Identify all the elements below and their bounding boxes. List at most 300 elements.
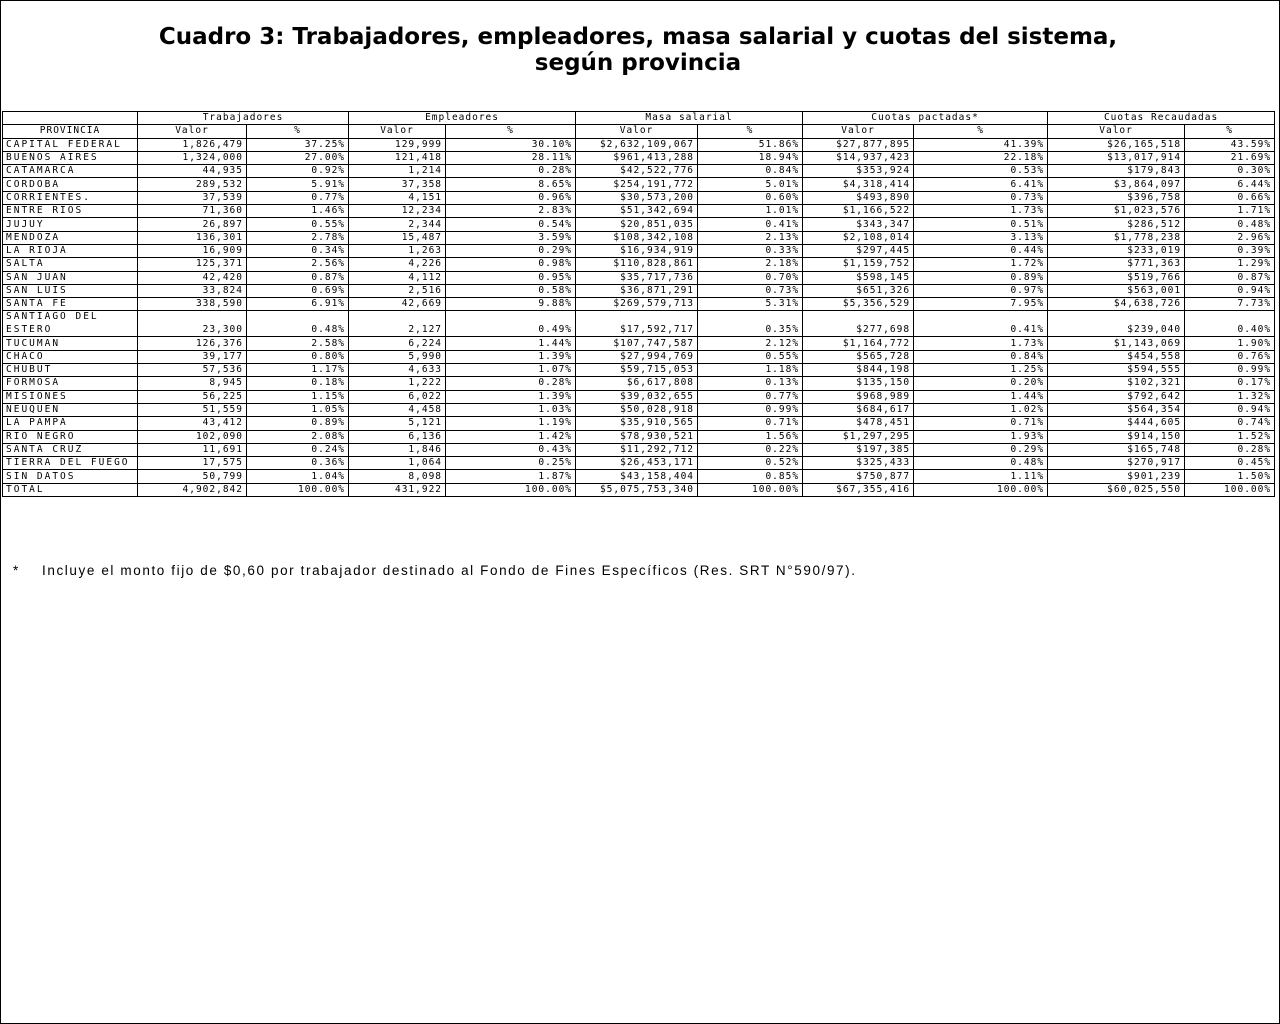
pct-cell: 18.94% xyxy=(698,151,803,164)
table-row xyxy=(3,443,1275,456)
title-line-1: Cuadro 3: Trabajadores, empleadores, masa salarial y cuotas del sistema, xyxy=(158,24,1118,50)
table-row xyxy=(3,191,1275,204)
pct-cell: 0.99% xyxy=(698,403,803,416)
value-cell: 6,224 xyxy=(349,337,446,350)
value-cell: $254,191,772 xyxy=(576,178,698,191)
pct-cell: 0.94% xyxy=(1185,284,1275,297)
value-cell: $771,363 xyxy=(1048,258,1185,271)
value-cell: $286,512 xyxy=(1048,218,1185,231)
pct-cell: 0.22% xyxy=(698,443,803,456)
value-cell: 16,909 xyxy=(138,244,247,257)
table-row xyxy=(3,470,1275,483)
pct-cell: 1.39% xyxy=(446,350,576,363)
value-cell: $1,023,576 xyxy=(1048,205,1185,218)
pct-cell: 0.76% xyxy=(1185,350,1275,363)
value-cell: 2,344 xyxy=(349,218,446,231)
pct-header: % xyxy=(914,125,1048,138)
province-cell: ENTRE RIOS xyxy=(3,205,138,218)
pct-cell: 1.04% xyxy=(247,470,349,483)
value-cell: 125,371 xyxy=(138,258,247,271)
table-row xyxy=(3,430,1275,443)
value-cell: $914,150 xyxy=(1048,430,1185,443)
pct-cell: 1.18% xyxy=(698,364,803,377)
value-cell: $565,728 xyxy=(803,350,914,363)
pct-cell: 3.13% xyxy=(914,231,1048,244)
footnote-text: Incluye el monto fijo de $0,60 por trabajador destinado al Fondo de Fines Específicos (Res. SRT N°590/97). xyxy=(42,563,857,578)
table-row xyxy=(3,298,1275,311)
group-header-masa-salarial: Masa salarial xyxy=(576,112,803,125)
pct-cell: 100.00% xyxy=(1185,483,1275,496)
province-cell: BUENOS AIRES xyxy=(3,151,138,164)
pct-cell: 21.69% xyxy=(1185,151,1275,164)
value-cell: 4,226 xyxy=(349,258,446,271)
value-cell: $110,828,861 xyxy=(576,258,698,271)
group-header-cuotas-pactadas: Cuotas pactadas* xyxy=(803,112,1048,125)
value-cell: $594,555 xyxy=(1048,364,1185,377)
pct-cell: 43.59% xyxy=(1185,138,1275,151)
pct-cell: 22.18% xyxy=(914,151,1048,164)
province-cell: CHUBUT xyxy=(3,364,138,377)
pct-cell: 0.30% xyxy=(1185,165,1275,178)
value-cell: $36,871,291 xyxy=(576,284,698,297)
value-cell: $26,453,171 xyxy=(576,457,698,470)
pct-cell: 0.54% xyxy=(446,218,576,231)
pct-cell: 100.00% xyxy=(698,483,803,496)
pct-cell: 1.05% xyxy=(247,403,349,416)
value-cell: 71,360 xyxy=(138,205,247,218)
value-cell: $20,851,035 xyxy=(576,218,698,231)
value-cell: $4,638,726 xyxy=(1048,298,1185,311)
pct-cell: 1.11% xyxy=(914,470,1048,483)
value-cell: 39,177 xyxy=(138,350,247,363)
province-cell: CORDOBA xyxy=(3,178,138,191)
value-cell: 37,539 xyxy=(138,191,247,204)
value-cell: $4,318,414 xyxy=(803,178,914,191)
value-cell: 43,412 xyxy=(138,417,247,430)
value-cell: $901,239 xyxy=(1048,470,1185,483)
value-cell: $792,642 xyxy=(1048,390,1185,403)
pct-cell: 0.94% xyxy=(1185,403,1275,416)
pct-cell: 0.97% xyxy=(914,284,1048,297)
table-row xyxy=(3,377,1275,390)
value-cell: $519,766 xyxy=(1048,271,1185,284)
pct-cell: 0.89% xyxy=(247,417,349,430)
pct-cell: 0.73% xyxy=(914,191,1048,204)
pct-cell: 1.29% xyxy=(1185,258,1275,271)
pct-cell: 1.73% xyxy=(914,205,1048,218)
table-row xyxy=(3,165,1275,178)
province-cell: NEUQUEN xyxy=(3,403,138,416)
province-cell: SAN JUAN xyxy=(3,271,138,284)
pct-cell: 0.20% xyxy=(914,377,1048,390)
value-cell: $750,877 xyxy=(803,470,914,483)
value-header: Valor xyxy=(576,125,698,138)
pct-cell: 2.12% xyxy=(698,337,803,350)
pct-header: % xyxy=(1185,125,1275,138)
table-row xyxy=(3,178,1275,191)
value-cell: $844,198 xyxy=(803,364,914,377)
pct-cell: 1.90% xyxy=(1185,337,1275,350)
pct-cell: 0.43% xyxy=(446,443,576,456)
value-cell: $27,994,769 xyxy=(576,350,698,363)
pct-cell: 1.39% xyxy=(446,390,576,403)
value-cell: $59,715,053 xyxy=(576,364,698,377)
pct-cell: 0.70% xyxy=(698,271,803,284)
province-cell: MENDOZA xyxy=(3,231,138,244)
value-cell: $197,385 xyxy=(803,443,914,456)
group-header-empleadores: Empleadores xyxy=(349,112,576,125)
pct-cell: 0.92% xyxy=(247,165,349,178)
value-cell: $108,342,108 xyxy=(576,231,698,244)
pct-cell: 2.96% xyxy=(1185,231,1275,244)
pct-cell: 0.96% xyxy=(446,191,576,204)
pct-cell: 0.66% xyxy=(1185,191,1275,204)
pct-cell: 0.55% xyxy=(698,350,803,363)
value-cell: 2,127 xyxy=(349,311,446,337)
province-cell: CATAMARCA xyxy=(3,165,138,178)
value-cell: 33,824 xyxy=(138,284,247,297)
value-cell: $35,910,565 xyxy=(576,417,698,430)
value-cell: 338,590 xyxy=(138,298,247,311)
pct-cell: 0.45% xyxy=(1185,457,1275,470)
pct-cell: 0.85% xyxy=(698,470,803,483)
table-row xyxy=(3,258,1275,271)
value-cell: $6,617,808 xyxy=(576,377,698,390)
pct-cell: 0.53% xyxy=(914,165,1048,178)
column-header-row xyxy=(3,125,1275,138)
pct-cell: 7.95% xyxy=(914,298,1048,311)
pct-cell: 0.44% xyxy=(914,244,1048,257)
value-header: Valor xyxy=(803,125,914,138)
value-header: Valor xyxy=(138,125,247,138)
value-cell: $43,158,404 xyxy=(576,470,698,483)
value-cell: $30,573,200 xyxy=(576,191,698,204)
pct-cell: 0.17% xyxy=(1185,377,1275,390)
value-cell: 289,532 xyxy=(138,178,247,191)
pct-cell: 0.99% xyxy=(1185,364,1275,377)
pct-cell: 1.07% xyxy=(446,364,576,377)
province-cell: SANTIAGO DEL ESTERO xyxy=(3,311,138,337)
value-cell: 50,799 xyxy=(138,470,247,483)
value-cell: 4,112 xyxy=(349,271,446,284)
value-cell: $107,747,587 xyxy=(576,337,698,350)
value-cell: $270,917 xyxy=(1048,457,1185,470)
province-cell: MISIONES xyxy=(3,390,138,403)
value-cell: 42,420 xyxy=(138,271,247,284)
pct-cell: 0.24% xyxy=(247,443,349,456)
pct-cell: 0.51% xyxy=(914,218,1048,231)
value-cell: 6,136 xyxy=(349,430,446,443)
pct-cell: 0.69% xyxy=(247,284,349,297)
pct-cell: 0.36% xyxy=(247,457,349,470)
pct-cell: 0.35% xyxy=(698,311,803,337)
value-cell: $651,326 xyxy=(803,284,914,297)
pct-cell: 1.02% xyxy=(914,403,1048,416)
pct-cell: 0.52% xyxy=(698,457,803,470)
pct-cell: 0.84% xyxy=(914,350,1048,363)
pct-cell: 0.87% xyxy=(1185,271,1275,284)
pct-cell: 5.31% xyxy=(698,298,803,311)
pct-cell: 0.77% xyxy=(698,390,803,403)
value-cell: 121,418 xyxy=(349,151,446,164)
value-cell: 126,376 xyxy=(138,337,247,350)
table-row xyxy=(3,231,1275,244)
pct-cell: 2.18% xyxy=(698,258,803,271)
pct-cell: 41.39% xyxy=(914,138,1048,151)
pct-cell: 9.88% xyxy=(446,298,576,311)
footnote-mark: * xyxy=(13,563,20,578)
value-cell: $5,075,753,340 xyxy=(576,483,698,496)
province-cell: TIERRA DEL FUEGO xyxy=(3,457,138,470)
table-row xyxy=(3,218,1275,231)
value-cell: 1,064 xyxy=(349,457,446,470)
pct-cell: 2.78% xyxy=(247,231,349,244)
pct-cell: 0.77% xyxy=(247,191,349,204)
table-row xyxy=(3,417,1275,430)
value-cell: $478,451 xyxy=(803,417,914,430)
value-cell: $353,924 xyxy=(803,165,914,178)
value-cell: 37,358 xyxy=(349,178,446,191)
pct-cell: 100.00% xyxy=(914,483,1048,496)
value-cell: $14,937,423 xyxy=(803,151,914,164)
value-cell: 1,263 xyxy=(349,244,446,257)
value-cell: 4,458 xyxy=(349,403,446,416)
pct-cell: 2.13% xyxy=(698,231,803,244)
table-row xyxy=(3,364,1275,377)
pct-cell: 0.48% xyxy=(914,457,1048,470)
pct-cell: 0.40% xyxy=(1185,311,1275,337)
province-cell: TUCUMAN xyxy=(3,337,138,350)
province-cell: SAN LUIS xyxy=(3,284,138,297)
province-cell: FORMOSA xyxy=(3,377,138,390)
pct-cell: 0.60% xyxy=(698,191,803,204)
pct-cell: 0.55% xyxy=(247,218,349,231)
data-table xyxy=(2,111,1275,497)
pct-cell: 0.73% xyxy=(698,284,803,297)
pct-cell: 1.44% xyxy=(914,390,1048,403)
pct-cell: 1.46% xyxy=(247,205,349,218)
pct-cell: 2.58% xyxy=(247,337,349,350)
group-header-cuotas-recaudadas: Cuotas Recaudadas xyxy=(1048,112,1275,125)
table-row xyxy=(3,390,1275,403)
value-cell: 1,214 xyxy=(349,165,446,178)
value-header: Valor xyxy=(349,125,446,138)
value-cell: $17,592,717 xyxy=(576,311,698,337)
total-row xyxy=(3,483,1275,496)
footnote xyxy=(13,563,857,578)
value-cell: $165,748 xyxy=(1048,443,1185,456)
value-cell: 1,826,479 xyxy=(138,138,247,151)
value-cell: $1,143,069 xyxy=(1048,337,1185,350)
value-cell: $277,698 xyxy=(803,311,914,337)
value-cell: $50,028,918 xyxy=(576,403,698,416)
pct-cell: 30.10% xyxy=(446,138,576,151)
pct-cell: 0.18% xyxy=(247,377,349,390)
value-cell: 51,559 xyxy=(138,403,247,416)
table-row xyxy=(3,403,1275,416)
pct-cell: 0.29% xyxy=(446,244,576,257)
value-cell: 11,691 xyxy=(138,443,247,456)
pct-header: % xyxy=(698,125,803,138)
value-cell: 6,022 xyxy=(349,390,446,403)
table-row xyxy=(3,271,1275,284)
pct-cell: 1.25% xyxy=(914,364,1048,377)
value-cell: $3,864,097 xyxy=(1048,178,1185,191)
value-cell: $684,617 xyxy=(803,403,914,416)
pct-cell: 0.49% xyxy=(446,311,576,337)
pct-cell: 0.89% xyxy=(914,271,1048,284)
value-cell: $454,558 xyxy=(1048,350,1185,363)
value-cell: $233,019 xyxy=(1048,244,1185,257)
value-cell: $493,890 xyxy=(803,191,914,204)
province-cell: SANTA FE xyxy=(3,298,138,311)
value-cell: 56,225 xyxy=(138,390,247,403)
table-row xyxy=(3,151,1275,164)
pct-cell: 0.34% xyxy=(247,244,349,257)
value-cell: $42,522,776 xyxy=(576,165,698,178)
pct-cell: 0.41% xyxy=(914,311,1048,337)
value-cell: $961,413,288 xyxy=(576,151,698,164)
province-cell: CAPITAL FEDERAL xyxy=(3,138,138,151)
value-cell: 15,487 xyxy=(349,231,446,244)
province-cell: CORRIENTES. xyxy=(3,191,138,204)
value-cell: 1,324,000 xyxy=(138,151,247,164)
province-cell: RIO NEGRO xyxy=(3,430,138,443)
value-cell: $135,150 xyxy=(803,377,914,390)
value-cell: $968,989 xyxy=(803,390,914,403)
value-cell: $13,017,914 xyxy=(1048,151,1185,164)
pct-cell: 3.59% xyxy=(446,231,576,244)
value-cell: $343,347 xyxy=(803,218,914,231)
pct-cell: 7.73% xyxy=(1185,298,1275,311)
province-cell: SIN DATOS xyxy=(3,470,138,483)
group-header-row xyxy=(3,112,1275,125)
value-cell: $269,579,713 xyxy=(576,298,698,311)
pct-cell: 1.87% xyxy=(446,470,576,483)
title-line-2: según provincia xyxy=(534,50,742,76)
pct-cell: 0.84% xyxy=(698,165,803,178)
value-cell: $2,632,109,067 xyxy=(576,138,698,151)
pct-cell: 1.71% xyxy=(1185,205,1275,218)
pct-cell: 1.56% xyxy=(698,430,803,443)
pct-cell: 0.74% xyxy=(1185,417,1275,430)
table-row xyxy=(3,337,1275,350)
pct-cell: 1.01% xyxy=(698,205,803,218)
pct-header: % xyxy=(247,125,349,138)
value-cell: 17,575 xyxy=(138,457,247,470)
province-cell: LA RIOJA xyxy=(3,244,138,257)
value-cell: 12,234 xyxy=(349,205,446,218)
value-cell: $444,605 xyxy=(1048,417,1185,430)
pct-cell: 2.83% xyxy=(446,205,576,218)
pct-cell: 6.41% xyxy=(914,178,1048,191)
table-row xyxy=(3,284,1275,297)
pct-cell: 27.00% xyxy=(247,151,349,164)
value-cell: 4,902,842 xyxy=(138,483,247,496)
pct-cell: 5.01% xyxy=(698,178,803,191)
pct-cell: 100.00% xyxy=(247,483,349,496)
table-row xyxy=(3,138,1275,151)
pct-cell: 0.95% xyxy=(446,271,576,284)
value-cell: $1,297,295 xyxy=(803,430,914,443)
value-cell: $1,778,238 xyxy=(1048,231,1185,244)
value-cell: $5,356,529 xyxy=(803,298,914,311)
pct-cell: 0.33% xyxy=(698,244,803,257)
pct-cell: 1.03% xyxy=(446,403,576,416)
pct-cell: 0.48% xyxy=(1185,218,1275,231)
pct-cell: 1.19% xyxy=(446,417,576,430)
pct-cell: 0.71% xyxy=(698,417,803,430)
value-cell: $563,001 xyxy=(1048,284,1185,297)
value-cell: 4,633 xyxy=(349,364,446,377)
value-cell: $598,145 xyxy=(803,271,914,284)
value-cell: $239,040 xyxy=(1048,311,1185,337)
value-cell: 8,945 xyxy=(138,377,247,390)
pct-cell: 0.41% xyxy=(698,218,803,231)
value-cell: $11,292,712 xyxy=(576,443,698,456)
value-cell: $26,165,518 xyxy=(1048,138,1185,151)
value-cell: $297,445 xyxy=(803,244,914,257)
table-row xyxy=(3,244,1275,257)
value-cell: 136,301 xyxy=(138,231,247,244)
value-cell: $564,354 xyxy=(1048,403,1185,416)
value-cell: 1,846 xyxy=(349,443,446,456)
pct-cell: 2.08% xyxy=(247,430,349,443)
value-cell: 26,897 xyxy=(138,218,247,231)
value-cell: $60,025,550 xyxy=(1048,483,1185,496)
pct-cell: 0.87% xyxy=(247,271,349,284)
pct-cell: 1.52% xyxy=(1185,430,1275,443)
table-row xyxy=(3,350,1275,363)
pct-cell: 51.86% xyxy=(698,138,803,151)
pct-cell: 1.42% xyxy=(446,430,576,443)
province-cell: SANTA CRUZ xyxy=(3,443,138,456)
value-cell: 129,999 xyxy=(349,138,446,151)
pct-cell: 5.91% xyxy=(247,178,349,191)
page-title xyxy=(0,24,1276,76)
pct-cell: 0.28% xyxy=(446,377,576,390)
value-cell: 44,935 xyxy=(138,165,247,178)
value-cell: $78,930,521 xyxy=(576,430,698,443)
pct-cell: 0.29% xyxy=(914,443,1048,456)
value-cell: 8,098 xyxy=(349,470,446,483)
pct-cell: 0.39% xyxy=(1185,244,1275,257)
value-cell: 431,922 xyxy=(349,483,446,496)
value-cell: 2,516 xyxy=(349,284,446,297)
value-cell: 42,669 xyxy=(349,298,446,311)
pct-cell: 0.28% xyxy=(1185,443,1275,456)
value-cell: $35,717,736 xyxy=(576,271,698,284)
pct-cell: 0.71% xyxy=(914,417,1048,430)
pct-cell: 6.44% xyxy=(1185,178,1275,191)
value-cell: $1,164,772 xyxy=(803,337,914,350)
pct-cell: 2.56% xyxy=(247,258,349,271)
value-cell: $2,108,014 xyxy=(803,231,914,244)
table-row xyxy=(3,311,1275,337)
pct-cell: 0.80% xyxy=(247,350,349,363)
pct-cell: 0.98% xyxy=(446,258,576,271)
value-cell: $51,342,694 xyxy=(576,205,698,218)
value-cell: $179,843 xyxy=(1048,165,1185,178)
value-cell: 57,536 xyxy=(138,364,247,377)
value-cell: 1,222 xyxy=(349,377,446,390)
value-cell: 5,990 xyxy=(349,350,446,363)
pct-cell: 28.11% xyxy=(446,151,576,164)
value-header: Valor xyxy=(1048,125,1185,138)
pct-cell: 1.73% xyxy=(914,337,1048,350)
province-header: PROVINCIA xyxy=(3,125,138,138)
value-cell: $325,433 xyxy=(803,457,914,470)
